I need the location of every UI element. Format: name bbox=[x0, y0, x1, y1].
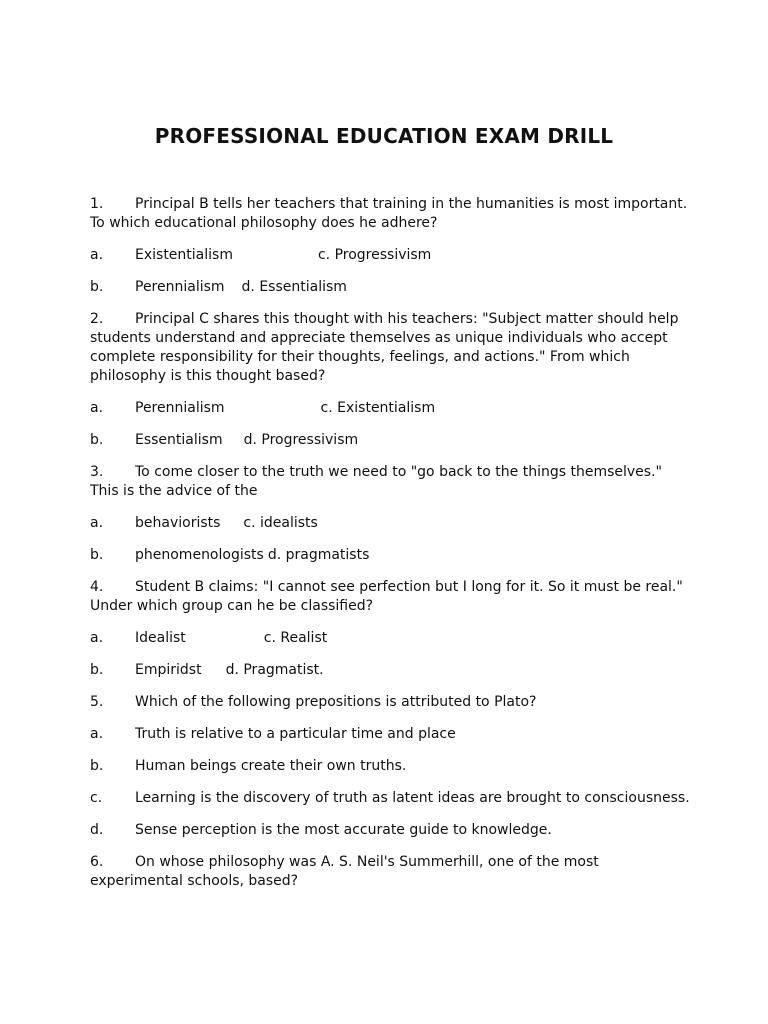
choice-line bbox=[90, 246, 690, 265]
item-text: Idealist bbox=[135, 630, 186, 646]
item-number: 5. bbox=[90, 694, 104, 710]
second-choice: c. Realist bbox=[263, 630, 328, 646]
item-number: a. bbox=[90, 247, 104, 263]
item-text: Perennialism bbox=[135, 400, 225, 416]
question-paragraph bbox=[90, 789, 690, 808]
second-choice: d. Pragmatist. bbox=[225, 662, 324, 678]
item-text: Principal B tells her teachers that training in the humanities is most important. To which educational philosophy does he adhere? bbox=[90, 196, 688, 231]
item-number: a. bbox=[90, 726, 104, 742]
item-text: Principal C shares this thought with his teachers: "Subject matter should help students understand and appreciate themselves as unique individuals who accept complete responsibility for their thoughts, feelings, and actions." From which philosophy is this thought based? bbox=[90, 311, 679, 384]
item-number: 6. bbox=[90, 854, 104, 870]
item-text: Perennialism bbox=[135, 279, 225, 295]
second-choice: d. pragmatists bbox=[267, 547, 370, 563]
item-text: Empiridst bbox=[135, 662, 202, 678]
second-choice: c. Existentialism bbox=[320, 400, 436, 416]
item-text: Truth is relative to a particular time and place bbox=[135, 726, 456, 742]
item-text: To come closer to the truth we need to "go back to the things themselves." This is the advice of the bbox=[90, 464, 662, 499]
item-number: b. bbox=[90, 279, 104, 295]
item-number: b. bbox=[90, 758, 104, 774]
choice-line bbox=[90, 399, 690, 418]
item-number: 1. bbox=[90, 196, 104, 212]
question-paragraph bbox=[90, 725, 690, 744]
question-paragraph bbox=[90, 757, 690, 776]
document-title: PROFESSIONAL EDUCATION EXAM DRILL bbox=[154, 124, 614, 148]
item-text: On whose philosophy was A. S. Neil's Summerhill, one of the most experimental schools, based? bbox=[90, 854, 599, 889]
second-choice: c. idealists bbox=[243, 515, 318, 531]
item-text: behaviorists bbox=[135, 515, 221, 531]
item-number: d. bbox=[90, 822, 104, 838]
question-paragraph bbox=[90, 310, 690, 386]
item-text: Learning is the discovery of truth as latent ideas are brought to consciousness. bbox=[135, 790, 690, 806]
second-choice: d. Essentialism bbox=[241, 279, 347, 295]
item-number: a. bbox=[90, 630, 104, 646]
item-number: b. bbox=[90, 432, 104, 448]
item-number: 4. bbox=[90, 579, 104, 595]
item-number: c. bbox=[90, 790, 103, 806]
item-text: Which of the following prepositions is attributed to Plato? bbox=[135, 694, 537, 710]
choice-line bbox=[90, 546, 690, 565]
question-paragraph bbox=[90, 693, 690, 712]
question-paragraph bbox=[90, 195, 690, 233]
item-number: 2. bbox=[90, 311, 104, 327]
item-text: Existentialism bbox=[135, 247, 233, 263]
item-text: phenomenologists bbox=[135, 547, 264, 563]
item-number: a. bbox=[90, 515, 104, 531]
question-paragraph bbox=[90, 578, 690, 616]
document-body bbox=[90, 195, 690, 904]
item-number: b. bbox=[90, 662, 104, 678]
item-number: a. bbox=[90, 400, 104, 416]
choice-line bbox=[90, 661, 690, 680]
question-paragraph bbox=[90, 853, 690, 891]
item-text: Student B claims: "I cannot see perfection but I long for it. So it must be real." Under which group can he be classified? bbox=[90, 579, 683, 614]
choice-line bbox=[90, 431, 690, 450]
item-text: Sense perception is the most accurate guide to knowledge. bbox=[135, 822, 552, 838]
choice-line bbox=[90, 514, 690, 533]
second-choice: d. Progressivism bbox=[243, 432, 359, 448]
choice-line bbox=[90, 629, 690, 648]
question-paragraph bbox=[90, 463, 690, 501]
item-text: Essentialism bbox=[135, 432, 223, 448]
choice-line bbox=[90, 278, 690, 297]
item-number: b. bbox=[90, 547, 104, 563]
item-number: 3. bbox=[90, 464, 104, 480]
second-choice: c. Progressivism bbox=[317, 247, 432, 263]
item-text: Human beings create their own truths. bbox=[135, 758, 407, 774]
question-paragraph bbox=[90, 821, 690, 840]
